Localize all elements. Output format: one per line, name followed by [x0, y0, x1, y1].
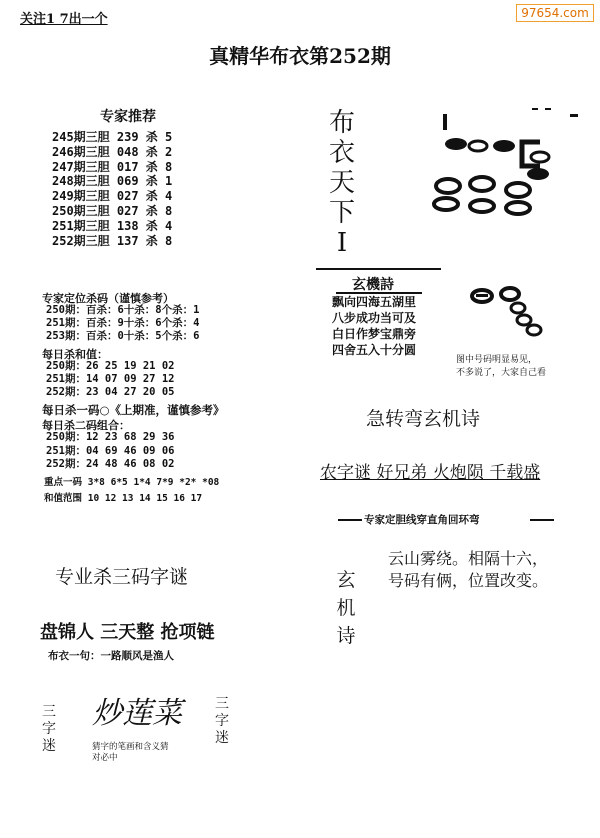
figure-blob [527, 168, 549, 180]
position-kill-heading: 专家定位杀码（谨慎参考） [42, 292, 174, 305]
figure-stroke [476, 294, 488, 297]
daily-sum-row: 251期：14 07 09 27 12 [46, 373, 175, 385]
three-char-right-char: 迷 [215, 730, 229, 746]
daily-sum-row: 252期：23 04 27 20 05 [46, 386, 175, 398]
figure-ring [436, 179, 460, 193]
figure-ring [517, 315, 531, 325]
mystic-box-line: 八步成功当可及 [332, 311, 417, 325]
mystic-vertical-char: 玄 [336, 569, 356, 591]
buyi-saying: 布衣一句：一路顺风是渔人 [48, 650, 174, 662]
daily-two-row: 251期：04 69 46 09 06 [46, 444, 175, 457]
figure-dash [545, 108, 551, 110]
daily-sum-heading: 每日杀和值： [42, 348, 108, 361]
buyi-char: 下 [328, 198, 355, 228]
mystic-box-line: 飘向四海五湖里 [332, 295, 417, 309]
riddle-line: 农字谜 好兄弟 火炮陨 千载盛 [320, 463, 541, 483]
daily-two-heading: 每日杀二码组合： [42, 419, 130, 432]
expert-row: 252期三胆 137 杀 8 [52, 233, 173, 248]
daily-sum-list [46, 360, 174, 399]
buyi-char: 天 [328, 168, 355, 198]
three-char-left-char: 三 [42, 704, 56, 720]
pic-hint-line: 不多说了，大家自己看 [456, 368, 547, 378]
daily-one-heading: 每日杀一码○《上期准，谨慎参考》 [42, 403, 225, 417]
buyi-char: I [336, 228, 348, 258]
figure-ring [506, 183, 530, 197]
expert-line-rule-right [530, 519, 554, 521]
three-char-left-char: 字 [42, 721, 56, 737]
daily-two-row: 250期：12 23 68 29 36 [46, 431, 175, 443]
expert-row: 245期三胆 239 杀 5 [52, 130, 173, 144]
sum-range: 和值范围 10 12 13 14 15 16 17 [44, 493, 203, 504]
mystic-vertical [335, 566, 357, 650]
page-title: 真精华布衣第252期 [209, 44, 391, 68]
figure-stroke [443, 114, 447, 130]
kill3-title: 专业杀三码字谜 [55, 566, 189, 588]
figure-ring [470, 177, 494, 191]
daily-two-list [46, 431, 174, 472]
figure-ring [511, 303, 525, 313]
expert-row: 249期三胆 027 杀 4 [52, 189, 173, 204]
figure-blob [493, 140, 515, 152]
center-hint-line: 猜字的笔画和含义猜 [92, 742, 169, 752]
expert-row: 247期三胆 017 杀 8 [52, 159, 173, 174]
mystic-vertical-char: 诗 [336, 625, 356, 647]
center-words: 炒莲菜 [92, 696, 182, 731]
circle-puzzle-figure-top [420, 104, 590, 234]
watermark-badge: 97654.com [516, 4, 594, 22]
mystic-box-line: 四舍五入十分圆 [332, 343, 417, 357]
poem-box-top-rule [316, 268, 441, 270]
expert-row: 246期三胆 048 杀 2 [52, 144, 173, 159]
figure-ring [531, 152, 549, 162]
expert-list [52, 130, 172, 248]
three-char-left-char: 迷 [42, 738, 56, 754]
pic-hint [456, 354, 546, 380]
three-char-right-char: 字 [215, 713, 229, 729]
mystic-box-lines [332, 294, 416, 358]
mystic-box-title: 玄機詩 [352, 277, 394, 293]
key-group: 重点一码 3*8 6*5 1*4 7*9 *2* *08 [44, 477, 220, 488]
three-char-left [40, 704, 58, 755]
buyi-char: 衣 [328, 138, 355, 168]
figure-ring [527, 325, 541, 335]
turn-title: 急转弯玄机诗 [366, 408, 481, 430]
figure-ring [469, 141, 487, 151]
expert-row: 251期三胆 138 杀 4 [52, 218, 173, 233]
position-kill-row: 250期：百杀：6十杀：8个杀：1 [46, 304, 200, 316]
figure-ring [506, 202, 530, 214]
kill3-words: 盘锦人 三天整 抢项链 [40, 622, 215, 643]
pic-hint-line: 图中号码明显易见， [456, 355, 538, 365]
center-hint [92, 742, 169, 764]
circle-puzzle-figure-bottom [468, 284, 548, 344]
buyi-vertical [325, 108, 359, 258]
figure-dash [532, 108, 538, 110]
mystic-text-line: 云山雾绕。相隔十六， [388, 549, 549, 568]
mystic-text [388, 548, 548, 592]
figure-ring [470, 200, 494, 212]
figure-dash [570, 114, 578, 117]
mystic-text-line: 号码有俩，位置改变。 [388, 571, 549, 590]
expert-row: 248期三胆 069 杀 1 [52, 174, 173, 189]
top-note: 关注1 7出一个 [20, 12, 108, 27]
position-kill-row: 251期：百杀：9十杀：6个杀：4 [46, 317, 200, 329]
three-char-right-char: 三 [215, 696, 229, 712]
mystic-vertical-char: 机 [336, 597, 356, 619]
expert-row: 250期三胆 027 杀 8 [52, 203, 173, 218]
figure-ring [501, 288, 519, 300]
center-hint-line: 对必中 [92, 753, 118, 763]
three-char-right [213, 696, 231, 747]
daily-sum-row: 250期：26 25 19 21 02 [46, 360, 175, 372]
position-kill-list [46, 304, 199, 343]
figure-blob [445, 138, 467, 150]
figure-ring [434, 198, 458, 210]
mystic-box-line: 白日作梦宝鼎旁 [332, 327, 417, 341]
expert-line-rule-left [338, 519, 362, 521]
expert-heading: 专家推荐 [100, 109, 156, 125]
buyi-char: 布 [328, 108, 355, 138]
daily-two-row: 252期：24 48 46 08 02 [46, 458, 175, 470]
expert-line: 专家定胆线穿直角回环弯 [364, 514, 480, 526]
position-kill-row: 253期：百杀：0十杀：5个杀：6 [46, 330, 200, 342]
